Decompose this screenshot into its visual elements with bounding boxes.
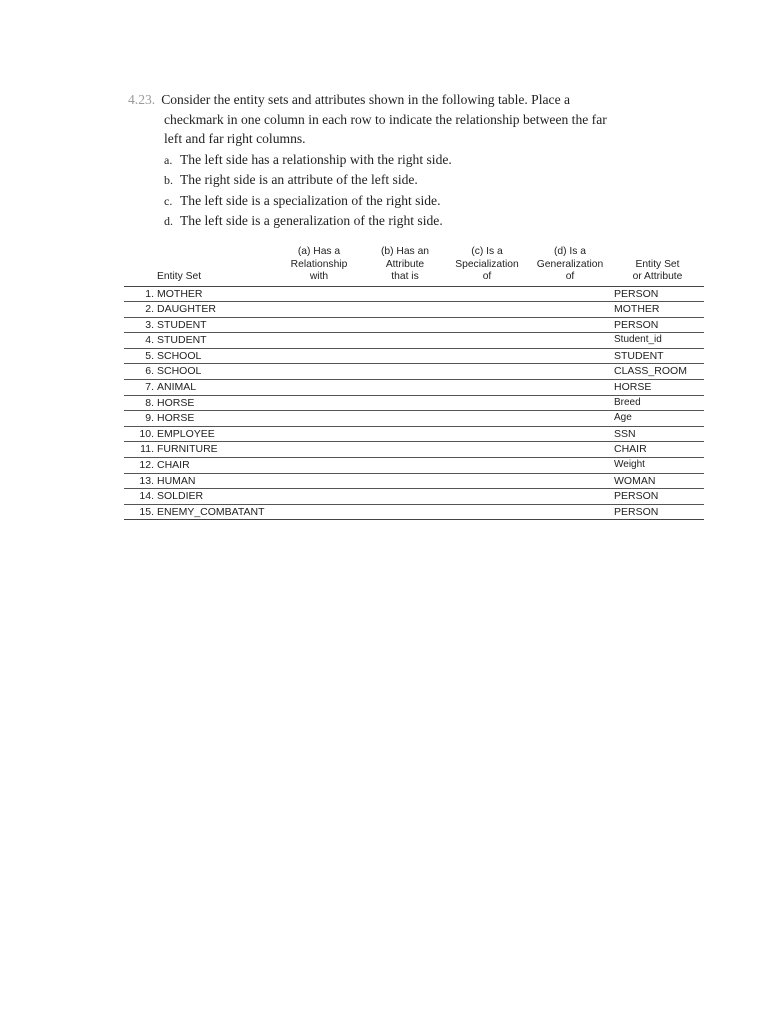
table-row [124,333,704,349]
header-entity-or-attribute [611,246,704,286]
left-entity: DAUGHTER [157,302,273,318]
table-row [124,380,704,396]
problem-statement [128,90,608,232]
checkbox-cell-c[interactable] [445,458,529,474]
option-text: The left side is a generalization of the right side. [180,213,443,228]
checkbox-cell-d[interactable] [529,364,611,380]
checkbox-cell-c[interactable] [445,286,529,302]
checkbox-cell-a[interactable] [273,504,365,520]
checkbox-cell-d[interactable] [529,458,611,474]
checkbox-cell-b[interactable] [365,411,445,427]
checkbox-cell-b[interactable] [365,473,445,489]
checkbox-cell-a[interactable] [273,317,365,333]
option-text: The right side is an attribute of the left side. [180,172,418,187]
checkbox-cell-b[interactable] [365,442,445,458]
table-row [124,302,704,318]
checkbox-cell-b[interactable] [365,333,445,349]
header-has-relationship [273,246,365,286]
left-entity: HORSE [157,395,273,411]
checkbox-cell-c[interactable] [445,489,529,505]
table-row [124,504,704,520]
left-entity: STUDENT [157,317,273,333]
checkbox-cell-d[interactable] [529,317,611,333]
row-index: 5. [124,348,157,364]
checkbox-cell-b[interactable] [365,364,445,380]
checkbox-cell-c[interactable] [445,348,529,364]
checkbox-cell-d[interactable] [529,348,611,364]
checkbox-cell-a[interactable] [273,442,365,458]
checkbox-cell-a[interactable] [273,348,365,364]
right-entity: Breed [611,395,704,411]
option-letter: b. [164,173,173,187]
problem-number: 4.23. [128,92,156,107]
problem-intro-text: Consider the entity sets and attributes shown in the following table. Place a checkmark in one column in each row to indicate the relationship between the far left and far right columns. [161,92,607,146]
right-entity: CHAIR [611,442,704,458]
header-line: Entity Set [635,258,680,270]
problem-intro [128,90,608,149]
relationship-table [124,246,704,520]
right-entity: Student_id [611,333,704,349]
checkbox-cell-a[interactable] [273,458,365,474]
checkbox-cell-b[interactable] [365,317,445,333]
header-line: (a) Has a [297,246,341,257]
checkbox-cell-a[interactable] [273,473,365,489]
checkbox-cell-d[interactable] [529,395,611,411]
checkbox-cell-a[interactable] [273,286,365,302]
header-line: of [482,271,492,282]
checkbox-cell-a[interactable] [273,302,365,318]
checkbox-cell-b[interactable] [365,380,445,396]
checkbox-cell-d[interactable] [529,380,611,396]
left-entity: HORSE [157,411,273,427]
row-index: 7. [124,380,157,396]
header-line: (c) Is a [471,246,503,257]
table-row [124,411,704,427]
right-entity: PERSON [611,286,704,302]
option-list [128,150,608,232]
checkbox-cell-b[interactable] [365,395,445,411]
table-row [124,473,704,489]
table-row [124,442,704,458]
table-row [124,395,704,411]
checkbox-cell-c[interactable] [445,333,529,349]
row-index: 4. [124,333,157,349]
option-text: The left side is a specialization of the right side. [180,192,441,208]
checkbox-cell-d[interactable] [529,426,611,442]
row-index: 14. [124,489,157,505]
checkbox-cell-a[interactable] [273,333,365,349]
checkbox-cell-c[interactable] [445,411,529,427]
left-entity: SCHOOL [157,348,273,364]
right-entity: HORSE [611,380,704,396]
left-entity: EMPLOYEE [157,426,273,442]
header-specialization [445,246,529,286]
row-index: 12. [124,458,157,474]
left-entity: CHAIR [157,458,273,474]
option-c [128,191,608,212]
option-text: The left side has a relationship with the right side. [180,151,452,167]
checkbox-cell-d[interactable] [529,504,611,520]
header-entity-set-label: Entity Set [157,271,202,282]
header-line: Relationship [290,258,348,270]
option-letter: c. [164,193,173,208]
row-index: 6. [124,364,157,380]
checkbox-cell-d[interactable] [529,473,611,489]
checkbox-cell-b[interactable] [365,286,445,302]
checkbox-cell-b[interactable] [365,426,445,442]
header-line: or Attribute [632,271,683,282]
header-has-attribute [365,246,445,286]
checkbox-cell-b[interactable] [365,302,445,318]
option-letter: a. [164,152,173,167]
checkbox-cell-d[interactable] [529,302,611,318]
left-entity: ANIMAL [157,380,273,396]
row-index: 3. [124,317,157,333]
checkbox-cell-c[interactable] [445,473,529,489]
right-entity: STUDENT [611,348,704,364]
option-a [128,150,608,171]
table-row [124,364,704,380]
header-line: Specialization [455,258,519,270]
row-index: 2. [124,302,157,318]
left-entity: ENEMY_COMBATANT [157,504,273,520]
table-row [124,317,704,333]
checkbox-cell-c[interactable] [445,504,529,520]
right-entity: SSN [611,426,704,442]
row-index: 15. [124,504,157,520]
right-entity: PERSON [611,317,704,333]
left-entity: SCHOOL [157,364,273,380]
header-line: Attribute [385,258,425,270]
table-row [124,348,704,364]
right-entity: Weight [611,458,704,474]
row-index: 9. [124,411,157,427]
row-index: 10. [124,426,157,442]
left-entity: HUMAN [157,473,273,489]
checkbox-cell-b[interactable] [365,348,445,364]
checkbox-cell-a[interactable] [273,489,365,505]
row-index: 13. [124,473,157,489]
checkbox-cell-a[interactable] [273,411,365,427]
header-generalization [529,246,611,286]
row-index: 8. [124,395,157,411]
table-row [124,458,704,474]
table-row [124,286,704,302]
checkbox-cell-c[interactable] [445,426,529,442]
right-entity: WOMAN [611,473,704,489]
checkbox-cell-c[interactable] [445,317,529,333]
checkbox-cell-d[interactable] [529,489,611,505]
checkbox-cell-a[interactable] [273,395,365,411]
left-entity: SOLDIER [157,489,273,505]
header-index [124,246,157,286]
checkbox-cell-c[interactable] [445,395,529,411]
checkbox-cell-c[interactable] [445,302,529,318]
checkbox-cell-b[interactable] [365,504,445,520]
checkbox-cell-a[interactable] [273,364,365,380]
checkbox-cell-d[interactable] [529,442,611,458]
row-index: 11. [124,442,157,458]
left-entity: FURNITURE [157,442,273,458]
checkbox-cell-a[interactable] [273,426,365,442]
left-entity: STUDENT [157,333,273,349]
table-header-row [124,246,704,286]
checkbox-cell-d[interactable] [529,286,611,302]
option-b [128,170,608,191]
header-line: (b) Has an [380,246,430,257]
checkbox-cell-d[interactable] [529,411,611,427]
header-line: (d) Is a [553,246,587,257]
header-entity-set [157,246,273,286]
right-entity: PERSON [611,489,704,505]
option-letter: d. [164,214,173,228]
option-d [128,211,608,232]
header-line: Generalization [536,258,604,270]
checkbox-cell-d[interactable] [529,333,611,349]
checkbox-cell-c[interactable] [445,380,529,396]
checkbox-cell-b[interactable] [365,489,445,505]
checkbox-cell-c[interactable] [445,364,529,380]
right-entity: Age [611,411,704,427]
right-entity: PERSON [611,504,704,520]
right-entity: CLASS_ROOM [611,364,704,380]
table-row [124,426,704,442]
checkbox-cell-b[interactable] [365,458,445,474]
left-entity: MOTHER [157,286,273,302]
checkbox-cell-c[interactable] [445,442,529,458]
header-line: with [309,271,329,282]
right-entity: MOTHER [611,302,704,318]
row-index: 1. [124,286,157,302]
checkbox-cell-a[interactable] [273,380,365,396]
header-line: that is [391,271,419,282]
table-row [124,489,704,505]
header-line: of [565,271,575,282]
